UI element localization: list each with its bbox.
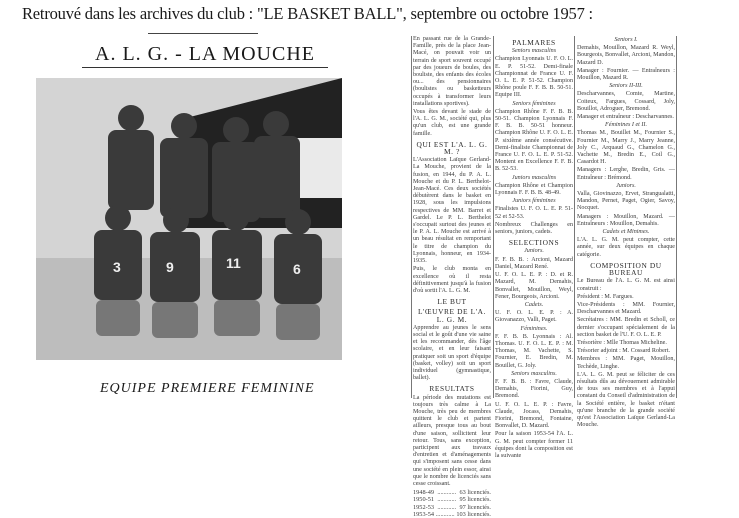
column-rule <box>493 36 494 398</box>
section-heading: PALMARES <box>512 38 556 47</box>
subheading: Cadets. <box>524 301 544 308</box>
bureau-line: Membres : MM. Paget, Mouillon, Techède, Linghe. <box>577 356 675 370</box>
intro-text: Vous êtes devant le stade de l'A. L. G. M., société qui, plus qu'un club, est une grande famille. <box>413 109 491 137</box>
body-text: La période des mutations est toujours très calme à La Mouche, très peu de membres quittent le club et partent ailleurs, presque tous au bout d'une saison, sollicitent leur retour. Tous, sans exception, participent aux travaux d'entretien et d'aménagements qui s'imposent sans cesse dans une société en plein essor, ainsi que le nombre de licenciés sans cesse croissant. <box>413 394 491 487</box>
column-rule <box>574 36 575 398</box>
subheading: Juniors. <box>616 182 636 189</box>
results-row <box>413 496 491 503</box>
page-heading: Retrouvé dans les archives du club : "LE BASKET BALL", septembre ou octobre 1957 : <box>22 4 593 23</box>
team-photo-image <box>36 78 342 360</box>
subheading: Seniors masculins. <box>511 370 557 377</box>
body-text: Champion Lyonnais U. F. O. L. E. P. 51-52. Demi-finale Championnat de France U. F. O. L. E. P. 51-52. Champion Rhône poule F. F. B. B. 50-51. Equipe III. <box>495 56 573 99</box>
results-row <box>413 489 491 496</box>
body-text: Le Bureau de l'A. L. G. M. est ainsi construit : <box>577 278 675 292</box>
jersey-number: 3 <box>113 259 121 275</box>
section-heading: SELECTIONS <box>508 238 560 248</box>
body-text: Managers : Mouillon, Mazard. — Entraîneurs : Mouillon, Demahis. <box>577 213 675 227</box>
season: 1952-53 <box>413 503 434 511</box>
subheading: Seniors I. <box>614 37 638 43</box>
bureau-line: Vice-Présidents : MM. Fournier, Descharvannes et Mazard. <box>577 301 675 316</box>
section-heading: LE BUT <box>437 297 467 307</box>
licence-count: 103 licenciés. <box>456 510 491 518</box>
subheading: Juniors féminines <box>512 198 556 205</box>
body-text: F. F. B. B. : Arcioni, Mazard Daniel, Mazard René. <box>495 256 573 270</box>
article-title: A. L. G. - LA MOUCHE <box>82 43 328 68</box>
bureau-line: Trésorier adjoint : M. Cossard Robert. <box>577 348 671 355</box>
subheading: Cadets et Minimes. <box>602 229 650 236</box>
results-table <box>413 489 491 518</box>
subheading: Seniors II-III. <box>609 83 643 90</box>
body-text: Thomas M., Bouillet M., Fournier S., Fournier M., Marry J., Marry Jeanne, Joly C., Arquaud G., Chamelon G., Vachette M., Bredin E., Coil G., Casardot H. <box>577 130 675 166</box>
body-text: L'A. L. G. M. peut compter, cette année, sur deux équipes en chaque catégorie. <box>577 237 675 258</box>
results-row <box>413 504 491 511</box>
column-1 <box>413 36 491 518</box>
subheading: Féminines I et II. <box>605 122 647 129</box>
intro-text: En passant rue de la Grande-Famille, près de la place Jean-Macé, on pouvait voir un terrain de sport souvent occupé par des joueurs de boules, des bouliste, des enfants des écoles ou... des pensionnaires (boulistes ou basketteurs occupés à transformer leurs installations sportives). <box>413 36 491 107</box>
jersey-number: 6 <box>293 261 301 277</box>
bureau-line: Président : M. Fargues. <box>577 293 634 300</box>
subheading: Féminines. <box>520 325 548 332</box>
section-heading: RESULTATS <box>429 384 475 394</box>
section-heading: QUI EST L'A. L. G. M. ? <box>416 139 488 157</box>
section-heading: L'ŒUVRE DE L'A. L. G. M. <box>417 307 487 324</box>
section-heading: COMPOSITION DU BUREAU <box>590 260 662 278</box>
divider <box>148 33 258 34</box>
closing-text: L'A. L. G. M. peut se féliciter de ces résultats dûs au dévouement admirable de tous ses membres et à l'appui constant du Conseil d'administration de la Société entière, le basket n'étant qu'une branche de la grande société qu'est l'Association Laïque Gerland-La Mouche. <box>577 371 675 429</box>
body-text: Demahis, Mouillon, Mazard R. Weyl, Bourgeois, Bonvallet, Arcioni, Mandon, Mazard D. <box>577 45 675 66</box>
photo-caption: EQUIPE PREMIERE FEMININE <box>100 381 315 396</box>
licence-count: 97 licenciés. <box>459 503 491 511</box>
body-text: Champion Rhône et Champion Lyonnais F. F. B. B. 48-49. <box>495 182 573 197</box>
body-text: Manager : Fournier. — Entraîneurs : Mouillon, Mazard R. <box>577 67 675 82</box>
body-text: U. F. O. L. E. P. : D. et R. Mazard, M. Demahis, Bonvallet, Mouillon, Weyl, Fener, Bourgeois, Arcioni. <box>495 272 573 300</box>
body-text: Managers : Lerghe, Bredin, Gris. — Entraîneur : Brémond. <box>577 167 675 181</box>
column-rule <box>411 36 412 398</box>
body-text: Puis, le club monta en excellence où il resta définitivement jusqu'à la fusion d'où sortit l'A. L. G. M. <box>413 266 491 294</box>
leader-dots: ............ <box>437 496 457 504</box>
body-text: L'Association Laïque Gerland-La Mouche, provient de la fusion, en 1944, du P. A. L. Mouche et du P. L. Berthelot-Jean-Macé. Ces deux sociétés débutèrent dans le basket en 1928, sous les impulsions respectives de MM. Barret et Gardel. Le P. L. Berthelot s'occupait surtout des jeunes et le P. A. L. Mouche est arrivé à un beau résultat en remportant le titre de champion du Lyonnais, honneur, en 1934-1935. <box>413 157 491 265</box>
body-text: Valla, Giovinazzo, Ervet, Strangualatti, Mandon, Pernet, Paget, Ogier, Savoy, Nocquet. <box>577 191 675 212</box>
body-text: U. F. O. L. E. P. : A. Giovanazzo, Valli, Paget. <box>495 310 573 324</box>
body-text: Nombreux Challenges en seniors, juniors, cadets. <box>495 221 573 236</box>
licence-count: 95 licenciés. <box>459 496 491 504</box>
body-text: Descharvannes, Comte, Martine, Coiteux, Fargues, Cossard, Joly, Bouillot, Adroguer, Bremond. <box>577 91 675 112</box>
body-text: Champion Rhône F. F. B. B. 50-51. Champion Lyonnais F. F. B. B. 50-51 honneur. Champion Rhône U. F. O. L. E. P. sixième année consécutive. Demi-finaliste Championnat de France U. F. O. L. E. P. 51-52. Montent en Excellence F. F. B. B. 52-53. <box>495 108 573 173</box>
jersey-number: 9 <box>166 259 174 275</box>
subheading: Juniors masculins <box>511 174 557 181</box>
season: 1950-51 <box>413 496 434 504</box>
body-text: Apprendre au jeunes le sens social et le goût d'une vie saine et les recommander, dès l'âge scolaire, et en leur faisant pratiquer soit un sport d'équipe (basket, volley) soit un sport individuel (gymnastique, ballet). <box>413 324 491 382</box>
season: 1948-49 <box>413 489 434 497</box>
body-text: U. F. O. L. E. P. : Favre, Claude, Jocass, Demahis, Fiorini, Bremond, Fontaine, Bonvallet, D. Mazard. <box>495 401 573 430</box>
column-2 <box>495 36 573 459</box>
body-text: F. F. B. B. : Favre, Claude, Demahis, Fiorini, Guy, Bremond. <box>495 378 573 400</box>
subheading: Seniors masculins <box>511 48 557 55</box>
jersey-number: 11 <box>226 255 241 271</box>
team-photo <box>36 78 342 360</box>
bureau-line: Secrétaires : MM. Bredin et Scholl, ce dernier s'occupant spécialement de la section basket de l'U. F. O. L. E. P. <box>577 317 675 338</box>
body-text: Finalistes U. F. O. L. E. P. 51-52 et 52-53. <box>495 206 573 220</box>
column-3 <box>577 36 675 429</box>
leader-dots: ............ <box>437 489 457 497</box>
bureau-line: Trésorière : Mlle Thomas Micheline. <box>577 339 667 346</box>
body-text: F. F. B. B. Lyonnais : Al. Thomas. U. F. O. L. E. P. : M. Thomas, M. Vachette, S. Fournier, E. Bredin, M. Bouillet, G. Joly. <box>495 333 573 369</box>
body-text: Manager et entraîneur : Descharvannes. <box>577 114 674 121</box>
subheading: Seniors féminines <box>512 100 556 107</box>
subheading: Juniors. <box>524 248 544 255</box>
licence-count: 63 licenciés. <box>459 489 491 497</box>
column-rule <box>676 36 677 398</box>
results-row <box>413 511 491 518</box>
season: 1953-54 <box>413 510 434 518</box>
body-text: Pour la saison 1953-54 l'A. L. G. M. peut compter former 11 équipes dont la composition est la suivante <box>495 431 573 459</box>
leader-dots: ............ <box>435 510 455 518</box>
leader-dots: ............ <box>437 503 457 511</box>
